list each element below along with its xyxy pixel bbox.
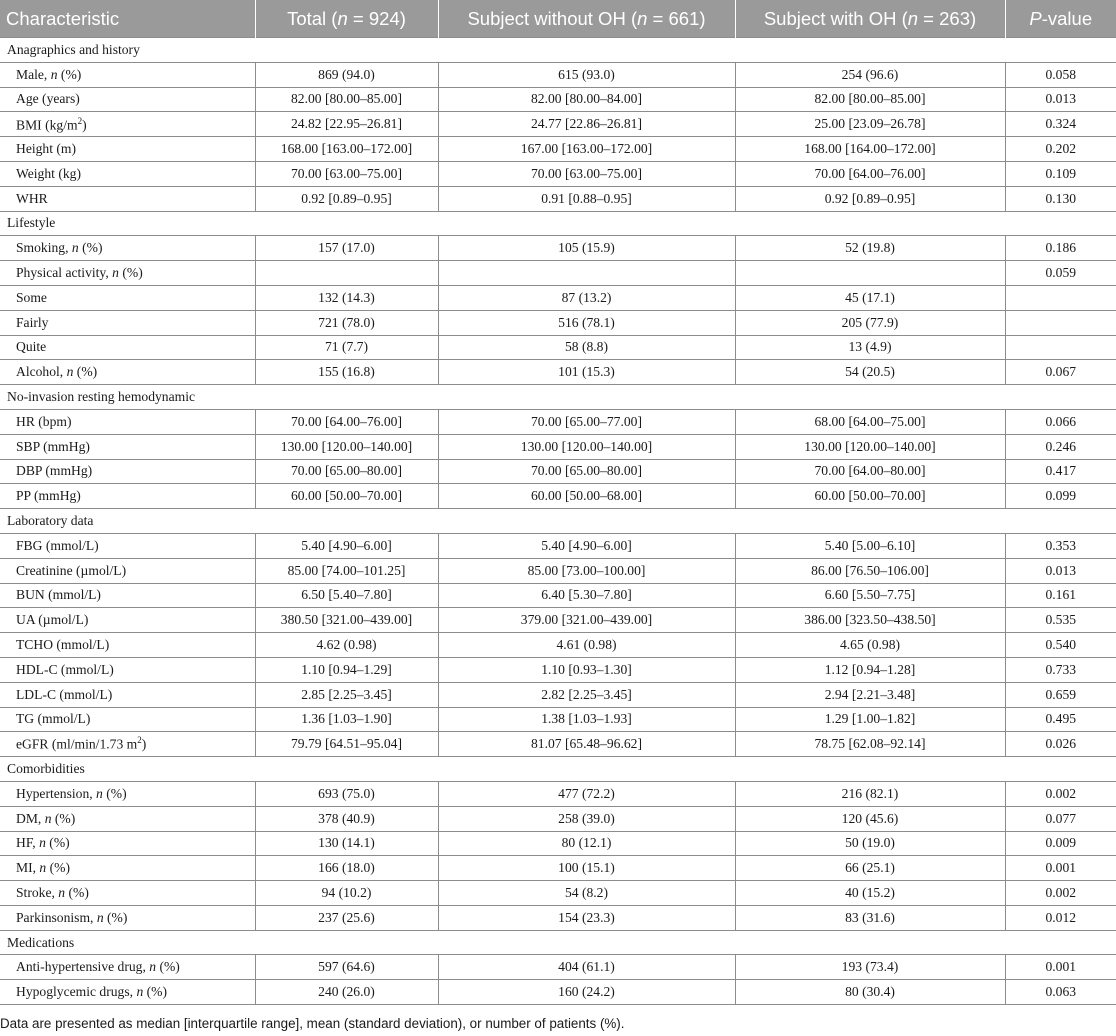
cell-total: 693 (75.0) bbox=[255, 781, 438, 806]
cell-with-oh: 78.75 [62.08–92.14] bbox=[735, 732, 1005, 757]
row-label: TG (mmol/L) bbox=[0, 707, 255, 732]
cell-p-value: 0.495 bbox=[1005, 707, 1116, 732]
table-row bbox=[0, 955, 1116, 980]
cell-total: 168.00 [163.00–172.00] bbox=[255, 137, 438, 162]
row-label: Anti-hypertensive drug, n (%) bbox=[0, 955, 255, 980]
cell-p-value: 0.659 bbox=[1005, 682, 1116, 707]
section-title: Anagraphics and history bbox=[0, 38, 1116, 63]
row-label: Stroke, n (%) bbox=[0, 881, 255, 906]
cell-p-value: 0.059 bbox=[1005, 261, 1116, 286]
row-label: Male, n (%) bbox=[0, 62, 255, 87]
cell-with-oh: 50 (19.0) bbox=[735, 831, 1005, 856]
cell-total: 130.00 [120.00–140.00] bbox=[255, 434, 438, 459]
cell-total: 94 (10.2) bbox=[255, 881, 438, 906]
cell-p-value: 0.324 bbox=[1005, 112, 1116, 137]
cell-p-value: 0.202 bbox=[1005, 137, 1116, 162]
cell-without-oh: 379.00 [321.00–439.00] bbox=[438, 608, 735, 633]
cell-p-value: 0.063 bbox=[1005, 980, 1116, 1005]
cell-total: 1.10 [0.94–1.29] bbox=[255, 657, 438, 682]
section-title: Laboratory data bbox=[0, 509, 1116, 534]
cell-without-oh: 154 (23.3) bbox=[438, 905, 735, 930]
cell-with-oh: 4.65 (0.98) bbox=[735, 633, 1005, 658]
table-row bbox=[0, 905, 1116, 930]
cell-p-value: 0.013 bbox=[1005, 87, 1116, 112]
cell-without-oh: 101 (15.3) bbox=[438, 360, 735, 385]
cell-with-oh: 70.00 [64.00–80.00] bbox=[735, 459, 1005, 484]
header-row bbox=[0, 0, 1116, 38]
table-row bbox=[0, 87, 1116, 112]
cell-total: 70.00 [63.00–75.00] bbox=[255, 161, 438, 186]
row-label: BMI $(kg/m^2)$ bbox=[0, 112, 255, 137]
cell-total: 4.62 (0.98) bbox=[255, 633, 438, 658]
cell-p-value: 0.186 bbox=[1005, 236, 1116, 261]
row-label: Hypertension, n (%) bbox=[0, 781, 255, 806]
cell-without-oh: 477 (72.2) bbox=[438, 781, 735, 806]
section-title: Comorbidities bbox=[0, 757, 1116, 782]
row-label: Physical activity, n (%) bbox=[0, 261, 255, 286]
cell-p-value: 0.001 bbox=[1005, 955, 1116, 980]
cell-total: 237 (25.6) bbox=[255, 905, 438, 930]
cell-total: 2.85 [2.25–3.45] bbox=[255, 682, 438, 707]
cell-total: 157 (17.0) bbox=[255, 236, 438, 261]
cell-p-value: 0.067 bbox=[1005, 360, 1116, 385]
cell-p-value: 0.002 bbox=[1005, 881, 1116, 906]
cell-with-oh: 80 (30.4) bbox=[735, 980, 1005, 1005]
table-row bbox=[0, 633, 1116, 658]
cell-total: 79.79 [64.51–95.04] bbox=[255, 732, 438, 757]
cell-without-oh: 60.00 [50.00–68.00] bbox=[438, 484, 735, 509]
cell-total: 60.00 [50.00–70.00] bbox=[255, 484, 438, 509]
table-row bbox=[0, 806, 1116, 831]
cell-p-value: 0.161 bbox=[1005, 583, 1116, 608]
row-label: Fairly bbox=[0, 310, 255, 335]
cell-total: 597 (64.6) bbox=[255, 955, 438, 980]
cell-total: 1.36 [1.03–1.90] bbox=[255, 707, 438, 732]
cell-without-oh: 70.00 [65.00–80.00] bbox=[438, 459, 735, 484]
header-characteristic: Characteristic bbox=[0, 0, 255, 38]
row-label: Alcohol, n (%) bbox=[0, 360, 255, 385]
cell-without-oh: 1.38 [1.03–1.93] bbox=[438, 707, 735, 732]
table-row bbox=[0, 285, 1116, 310]
cell-without-oh: 80 (12.1) bbox=[438, 831, 735, 856]
cell-with-oh: 0.92 [0.89–0.95] bbox=[735, 186, 1005, 211]
cell-total: 70.00 [65.00–80.00] bbox=[255, 459, 438, 484]
cell-p-value: 0.733 bbox=[1005, 657, 1116, 682]
cell-without-oh: 58 (8.8) bbox=[438, 335, 735, 360]
table-row bbox=[0, 856, 1116, 881]
cell-p-value: 0.353 bbox=[1005, 533, 1116, 558]
table-row bbox=[0, 459, 1116, 484]
cell-p-value: 0.002 bbox=[1005, 781, 1116, 806]
row-label: Smoking, n (%) bbox=[0, 236, 255, 261]
cell-with-oh: 52 (19.8) bbox=[735, 236, 1005, 261]
table-body bbox=[0, 38, 1116, 1005]
cell-p-value bbox=[1005, 310, 1116, 335]
header-total: Total (n = 924) bbox=[255, 0, 438, 38]
section-title: No-invasion resting hemodynamic bbox=[0, 385, 1116, 410]
cell-total: 70.00 [64.00–76.00] bbox=[255, 409, 438, 434]
cell-total: 155 (16.8) bbox=[255, 360, 438, 385]
cell-with-oh: 205 (77.9) bbox=[735, 310, 1005, 335]
cell-without-oh: 130.00 [120.00–140.00] bbox=[438, 434, 735, 459]
row-label: Height (m) bbox=[0, 137, 255, 162]
cell-p-value: 0.540 bbox=[1005, 633, 1116, 658]
cell-total: 378 (40.9) bbox=[255, 806, 438, 831]
cell-p-value: 0.099 bbox=[1005, 484, 1116, 509]
cell-p-value: 0.109 bbox=[1005, 161, 1116, 186]
cell-total: 166 (18.0) bbox=[255, 856, 438, 881]
row-label: TCHO (mmol/L) bbox=[0, 633, 255, 658]
row-label: HDL-C (mmol/L) bbox=[0, 657, 255, 682]
cell-with-oh: 254 (96.6) bbox=[735, 62, 1005, 87]
table-row bbox=[0, 137, 1116, 162]
cell-without-oh: 1.10 [0.93–1.30] bbox=[438, 657, 735, 682]
cell-p-value: 0.130 bbox=[1005, 186, 1116, 211]
table-row bbox=[0, 608, 1116, 633]
cell-p-value: 0.001 bbox=[1005, 856, 1116, 881]
row-label: MI, n (%) bbox=[0, 856, 255, 881]
cell-p-value: 0.077 bbox=[1005, 806, 1116, 831]
cell-p-value: 0.417 bbox=[1005, 459, 1116, 484]
row-label: Creatinine (µmol/L) bbox=[0, 558, 255, 583]
row-label: HF, n (%) bbox=[0, 831, 255, 856]
cell-with-oh: 66 (25.1) bbox=[735, 856, 1005, 881]
cell-without-oh: 0.91 [0.88–0.95] bbox=[438, 186, 735, 211]
row-label: FBG (mmol/L) bbox=[0, 533, 255, 558]
cell-total: 24.82 [22.95–26.81] bbox=[255, 112, 438, 137]
row-label: WHR bbox=[0, 186, 255, 211]
cell-without-oh: 70.00 [63.00–75.00] bbox=[438, 161, 735, 186]
cell-p-value: 0.246 bbox=[1005, 434, 1116, 459]
table-row bbox=[0, 310, 1116, 335]
section-title: Medications bbox=[0, 930, 1116, 955]
cell-p-value: 0.009 bbox=[1005, 831, 1116, 856]
table-row bbox=[0, 881, 1116, 906]
table-row bbox=[0, 831, 1116, 856]
table-row bbox=[0, 533, 1116, 558]
row-label: eGFR (ml/min/1.73 $m^2$) bbox=[0, 732, 255, 757]
cell-total: 85.00 [74.00–101.25] bbox=[255, 558, 438, 583]
cell-with-oh: 25.00 [23.09–26.78] bbox=[735, 112, 1005, 137]
cell-without-oh: 5.40 [4.90–6.00] bbox=[438, 533, 735, 558]
cell-without-oh: 82.00 [80.00–84.00] bbox=[438, 87, 735, 112]
cell-without-oh: 24.77 [22.86–26.81] bbox=[438, 112, 735, 137]
cell-without-oh: 167.00 [163.00–172.00] bbox=[438, 137, 735, 162]
cell-without-oh: 516 (78.1) bbox=[438, 310, 735, 335]
table-row bbox=[0, 409, 1116, 434]
cell-with-oh: 1.29 [1.00–1.82] bbox=[735, 707, 1005, 732]
table-row bbox=[0, 112, 1116, 137]
cell-with-oh: 45 (17.1) bbox=[735, 285, 1005, 310]
cell-total: 240 (26.0) bbox=[255, 980, 438, 1005]
header-without-oh: Subject without OH (n = 661) bbox=[438, 0, 735, 38]
cell-with-oh: 83 (31.6) bbox=[735, 905, 1005, 930]
cell-p-value: 0.535 bbox=[1005, 608, 1116, 633]
cell-total: 130 (14.1) bbox=[255, 831, 438, 856]
cell-with-oh: 82.00 [80.00–85.00] bbox=[735, 87, 1005, 112]
cell-without-oh bbox=[438, 261, 735, 286]
cell-without-oh: 54 (8.2) bbox=[438, 881, 735, 906]
cell-with-oh: 216 (82.1) bbox=[735, 781, 1005, 806]
row-label: Parkinsonism, n (%) bbox=[0, 905, 255, 930]
cell-total: 869 (94.0) bbox=[255, 62, 438, 87]
row-label: Quite bbox=[0, 335, 255, 360]
cell-with-oh: 40 (15.2) bbox=[735, 881, 1005, 906]
cell-with-oh: 120 (45.6) bbox=[735, 806, 1005, 831]
cell-without-oh: 258 (39.0) bbox=[438, 806, 735, 831]
row-label: Age (years) bbox=[0, 87, 255, 112]
section-row bbox=[0, 930, 1116, 955]
cell-without-oh: 160 (24.2) bbox=[438, 980, 735, 1005]
cell-p-value: 0.066 bbox=[1005, 409, 1116, 434]
cell-total: 721 (78.0) bbox=[255, 310, 438, 335]
cell-p-value: 0.026 bbox=[1005, 732, 1116, 757]
table-row bbox=[0, 980, 1116, 1005]
row-label: HR (bpm) bbox=[0, 409, 255, 434]
cell-p-value bbox=[1005, 335, 1116, 360]
table-row bbox=[0, 707, 1116, 732]
cell-without-oh: 100 (15.1) bbox=[438, 856, 735, 881]
cell-with-oh: 2.94 [2.21–3.48] bbox=[735, 682, 1005, 707]
cell-without-oh: 6.40 [5.30–7.80] bbox=[438, 583, 735, 608]
header-p-value: P-value bbox=[1005, 0, 1116, 38]
table-row bbox=[0, 62, 1116, 87]
cell-with-oh: 60.00 [50.00–70.00] bbox=[735, 484, 1005, 509]
cell-total bbox=[255, 261, 438, 286]
cell-with-oh: 70.00 [64.00–76.00] bbox=[735, 161, 1005, 186]
cell-total: 0.92 [0.89–0.95] bbox=[255, 186, 438, 211]
cell-without-oh: 87 (13.2) bbox=[438, 285, 735, 310]
cell-total: 5.40 [4.90–6.00] bbox=[255, 533, 438, 558]
row-label: LDL-C (mmol/L) bbox=[0, 682, 255, 707]
cell-with-oh: 130.00 [120.00–140.00] bbox=[735, 434, 1005, 459]
cell-p-value bbox=[1005, 285, 1116, 310]
cell-p-value: 0.013 bbox=[1005, 558, 1116, 583]
cell-without-oh: 404 (61.1) bbox=[438, 955, 735, 980]
cell-with-oh bbox=[735, 261, 1005, 286]
section-title: Lifestyle bbox=[0, 211, 1116, 236]
row-label: Some bbox=[0, 285, 255, 310]
table-row bbox=[0, 360, 1116, 385]
row-label: Weight (kg) bbox=[0, 161, 255, 186]
cell-with-oh: 86.00 [76.50–106.00] bbox=[735, 558, 1005, 583]
table-row bbox=[0, 583, 1116, 608]
section-row bbox=[0, 38, 1116, 63]
cell-with-oh: 168.00 [164.00–172.00] bbox=[735, 137, 1005, 162]
row-label: DM, n (%) bbox=[0, 806, 255, 831]
cell-with-oh: 6.60 [5.50–7.75] bbox=[735, 583, 1005, 608]
table-header bbox=[0, 0, 1116, 38]
table-row bbox=[0, 682, 1116, 707]
cell-without-oh: 615 (93.0) bbox=[438, 62, 735, 87]
cell-with-oh: 386.00 [323.50–438.50] bbox=[735, 608, 1005, 633]
section-row bbox=[0, 211, 1116, 236]
cell-with-oh: 193 (73.4) bbox=[735, 955, 1005, 980]
cell-p-value: 0.012 bbox=[1005, 905, 1116, 930]
row-label: DBP (mmHg) bbox=[0, 459, 255, 484]
table-row bbox=[0, 434, 1116, 459]
row-label: BUN (mmol/L) bbox=[0, 583, 255, 608]
table-row bbox=[0, 657, 1116, 682]
header-with-oh: Subject with OH (n = 263) bbox=[735, 0, 1005, 38]
row-label: Hypoglycemic drugs, n (%) bbox=[0, 980, 255, 1005]
table-row bbox=[0, 161, 1116, 186]
cell-with-oh: 13 (4.9) bbox=[735, 335, 1005, 360]
table-row bbox=[0, 186, 1116, 211]
cell-without-oh: 81.07 [65.48–96.62] bbox=[438, 732, 735, 757]
cell-without-oh: 85.00 [73.00–100.00] bbox=[438, 558, 735, 583]
section-row bbox=[0, 757, 1116, 782]
cell-total: 71 (7.7) bbox=[255, 335, 438, 360]
cell-without-oh: 4.61 (0.98) bbox=[438, 633, 735, 658]
cell-without-oh: 70.00 [65.00–77.00] bbox=[438, 409, 735, 434]
cell-total: 132 (14.3) bbox=[255, 285, 438, 310]
cell-without-oh: 105 (15.9) bbox=[438, 236, 735, 261]
cell-with-oh: 68.00 [64.00–75.00] bbox=[735, 409, 1005, 434]
cell-total: 82.00 [80.00–85.00] bbox=[255, 87, 438, 112]
table-row bbox=[0, 236, 1116, 261]
table-row bbox=[0, 261, 1116, 286]
table-row bbox=[0, 732, 1116, 757]
cell-total: 6.50 [5.40–7.80] bbox=[255, 583, 438, 608]
table-row bbox=[0, 558, 1116, 583]
table-row bbox=[0, 335, 1116, 360]
section-row bbox=[0, 385, 1116, 410]
cell-p-value: 0.058 bbox=[1005, 62, 1116, 87]
cell-with-oh: 1.12 [0.94–1.28] bbox=[735, 657, 1005, 682]
row-label: UA (µmol/L) bbox=[0, 608, 255, 633]
row-label: SBP (mmHg) bbox=[0, 434, 255, 459]
row-label: PP (mmHg) bbox=[0, 484, 255, 509]
cell-with-oh: 54 (20.5) bbox=[735, 360, 1005, 385]
section-row bbox=[0, 509, 1116, 534]
table-row bbox=[0, 484, 1116, 509]
cell-with-oh: 5.40 [5.00–6.10] bbox=[735, 533, 1005, 558]
table-footnote: Data are presented as median [interquartile range], mean (standard deviation), or number of patients (%). bbox=[0, 1016, 625, 1031]
table-row bbox=[0, 781, 1116, 806]
cell-total: 380.50 [321.00–439.00] bbox=[255, 608, 438, 633]
cell-without-oh: 2.82 [2.25–3.45] bbox=[438, 682, 735, 707]
